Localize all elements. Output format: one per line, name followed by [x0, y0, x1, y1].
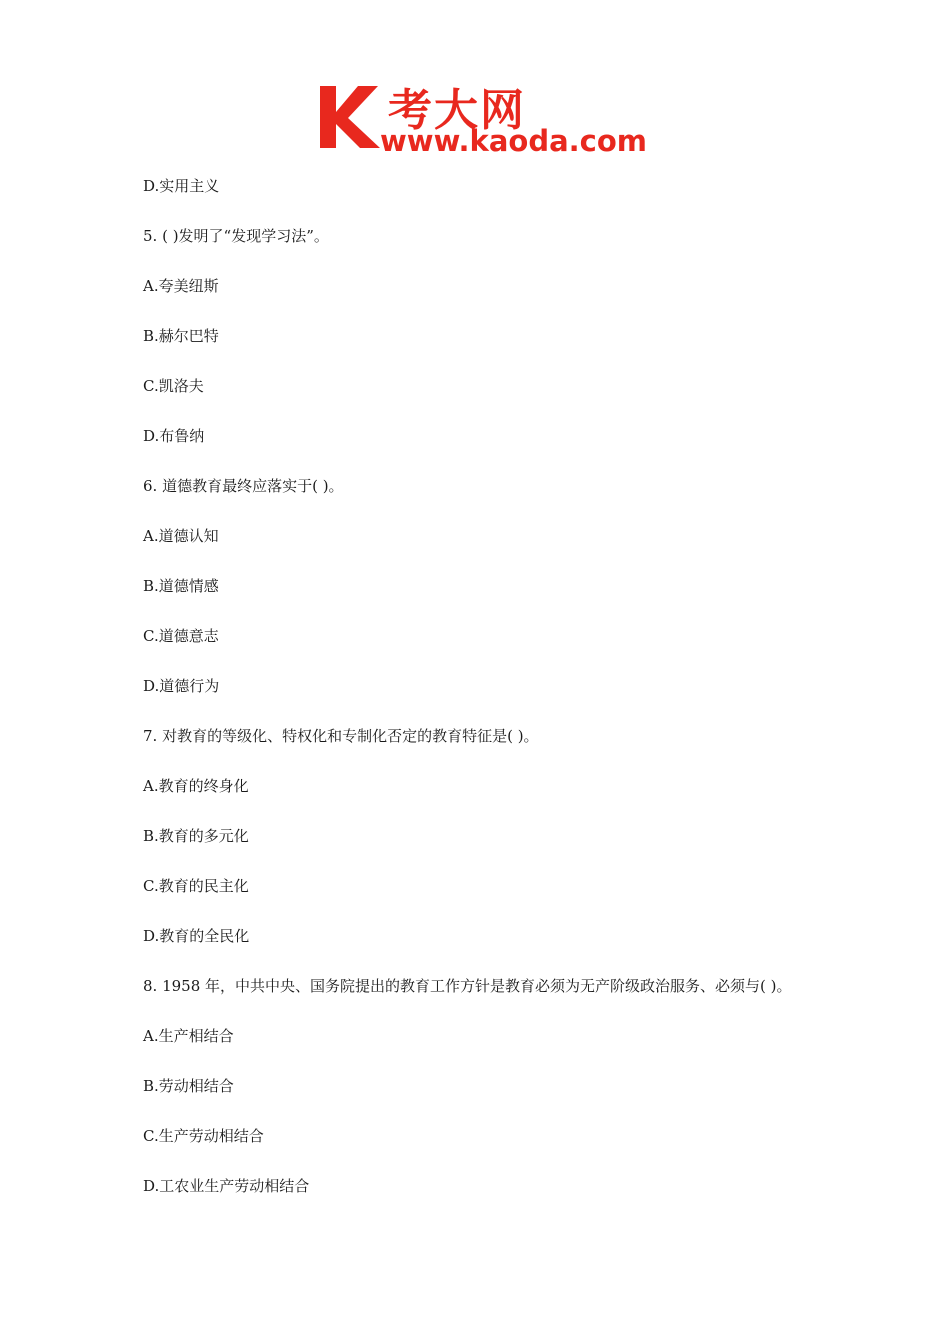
option-line: A.夸美纽斯: [143, 277, 219, 295]
k-logo-icon: [318, 82, 388, 152]
option-line: D.布鲁纳: [143, 427, 205, 445]
logo-url-text: www.kaoda.com: [380, 124, 647, 158]
option-line: A.生产相结合: [143, 1027, 234, 1045]
kaoda-logo: [318, 80, 647, 160]
option-line: B.教育的多元化: [143, 827, 249, 845]
option-line: B.劳动相结合: [143, 1077, 234, 1095]
option-line: C.凯洛夫: [143, 377, 204, 395]
logo-brand-text: 考大网: [388, 85, 526, 136]
question-list: [143, 174, 823, 1198]
option-line: D.教育的全民化: [143, 927, 250, 945]
option-line: C.生产劳动相结合: [143, 1127, 264, 1145]
option-line: C.教育的民主化: [143, 877, 249, 895]
option-line: B.道德情感: [143, 577, 219, 595]
question-line: 6. 道德教育最终应落实于( )。: [143, 477, 344, 495]
question-line: 7. 对教育的等级化、特权化和专制化否定的教育特征是( )。: [143, 727, 539, 745]
option-line: D.道德行为: [143, 677, 220, 695]
question-line: 8. 1958 年，中共中央、国务院提出的教育工作方针是教育必须为无产阶级政治服务、必须与( )。: [143, 977, 792, 995]
option-line: D.工农业生产劳动相结合: [143, 1177, 310, 1195]
question-line: 5. ( )发明了“发现学习法”。: [143, 227, 329, 245]
option-line: A.教育的终身化: [143, 777, 249, 795]
option-line: B.赫尔巴特: [143, 327, 219, 345]
option-line: C.道德意志: [143, 627, 219, 645]
option-line: A.道德认知: [143, 527, 219, 545]
option-line: D.实用主义: [143, 177, 220, 195]
